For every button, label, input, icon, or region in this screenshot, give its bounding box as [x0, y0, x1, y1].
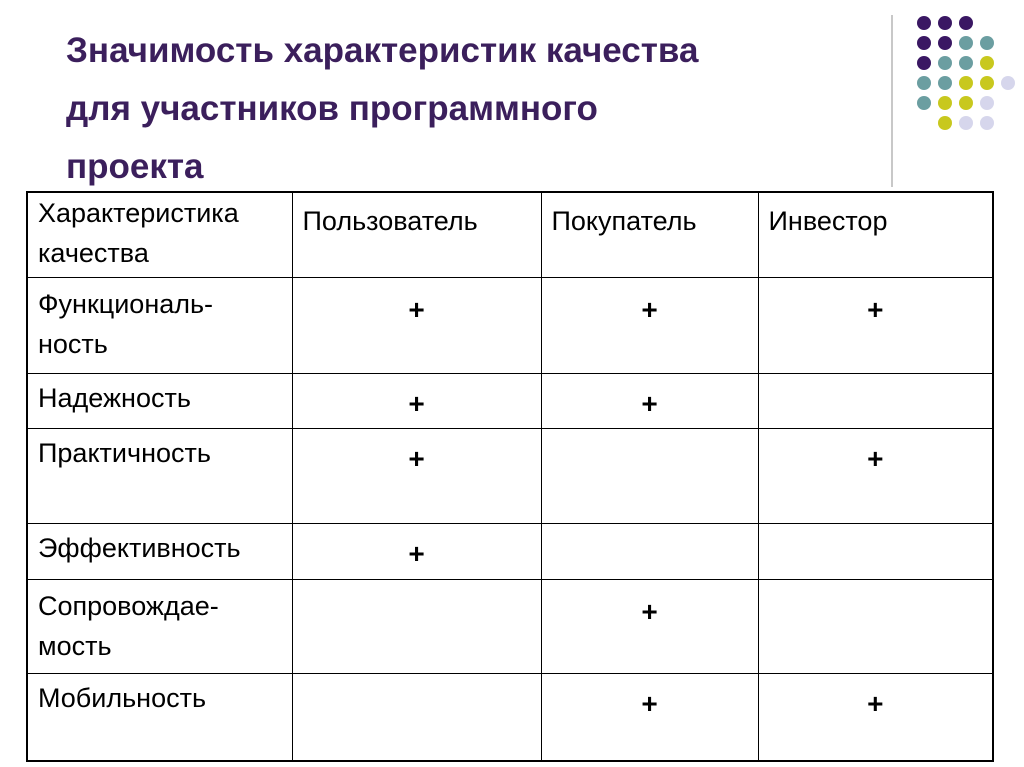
mark-cell: + — [292, 373, 541, 428]
header-text: Инвестор — [768, 206, 888, 236]
mark-cell — [758, 579, 993, 673]
header-text: Пользователь — [302, 206, 478, 236]
table-row — [27, 428, 993, 523]
mark-cell — [292, 673, 541, 761]
row-label: Надежность — [38, 382, 191, 413]
mark-cell — [541, 428, 758, 523]
decorative-dot — [938, 76, 952, 90]
decorative-dot — [959, 116, 973, 130]
decorative-dot — [938, 96, 952, 110]
decorative-dot — [938, 16, 952, 30]
mark-cell: + — [292, 277, 541, 373]
table-row — [27, 579, 993, 673]
table-row — [27, 277, 993, 373]
decorative-dot — [959, 56, 973, 70]
decorative-dot — [980, 36, 994, 50]
decorative-dot — [959, 76, 973, 90]
header-text: качества — [38, 238, 149, 268]
slide-title-line: проекта — [66, 147, 204, 186]
decorative-dot-grid — [0, 0, 1024, 200]
decorative-dot — [959, 16, 973, 30]
mark-cell: + — [541, 277, 758, 373]
row-label-cell — [27, 428, 292, 523]
mark-cell — [758, 373, 993, 428]
row-label-cell — [27, 277, 292, 373]
decorative-dot — [917, 36, 931, 50]
decorative-dot — [980, 76, 994, 90]
row-label: мость — [38, 630, 112, 661]
row-label: Сопровождае- — [38, 590, 219, 621]
table-row — [27, 523, 993, 579]
decorative-dot — [917, 76, 931, 90]
decorative-dot — [980, 116, 994, 130]
slide-title-line: для участников программного — [66, 89, 598, 128]
mark-cell — [758, 523, 993, 579]
decorative-dot — [938, 56, 952, 70]
table-row — [27, 673, 993, 761]
mark-cell: + — [541, 579, 758, 673]
row-label: Функциональ- — [38, 288, 214, 319]
header-text: Характеристика — [38, 198, 239, 228]
row-label: Мобильность — [38, 682, 207, 713]
decorative-dot — [938, 36, 952, 50]
table-header-row — [27, 192, 993, 277]
decorative-dot — [917, 16, 931, 30]
quality-matrix-table — [26, 191, 994, 762]
decorative-dot — [959, 96, 973, 110]
row-label-cell — [27, 523, 292, 579]
mark-cell: + — [758, 277, 993, 373]
row-label: Эффективность — [38, 532, 241, 563]
decorative-dot — [917, 96, 931, 110]
row-label: Практичность — [38, 437, 211, 468]
row-label-cell — [27, 373, 292, 428]
mark-cell: + — [758, 673, 993, 761]
table-row — [27, 373, 993, 428]
mark-cell: + — [541, 673, 758, 761]
decorative-dot — [938, 116, 952, 130]
decorative-dot — [1001, 76, 1015, 90]
row-label-cell — [27, 673, 292, 761]
row-label-cell — [27, 579, 292, 673]
decorative-dot — [959, 36, 973, 50]
slide-title-line: Значимость характеристик качества — [66, 31, 699, 70]
decorative-dot — [980, 96, 994, 110]
mark-cell: + — [292, 523, 541, 579]
mark-cell — [541, 523, 758, 579]
mark-cell — [292, 579, 541, 673]
mark-cell: + — [292, 428, 541, 523]
row-label: ность — [38, 328, 108, 359]
decorative-dot — [980, 56, 994, 70]
table-header-cell — [541, 192, 758, 277]
table-header-cell — [292, 192, 541, 277]
header-text: Покупатель — [551, 206, 697, 236]
table-header-cell — [27, 192, 292, 277]
decorative-dot — [917, 56, 931, 70]
mark-cell: + — [758, 428, 993, 523]
table-header-cell — [758, 192, 993, 277]
mark-cell: + — [541, 373, 758, 428]
